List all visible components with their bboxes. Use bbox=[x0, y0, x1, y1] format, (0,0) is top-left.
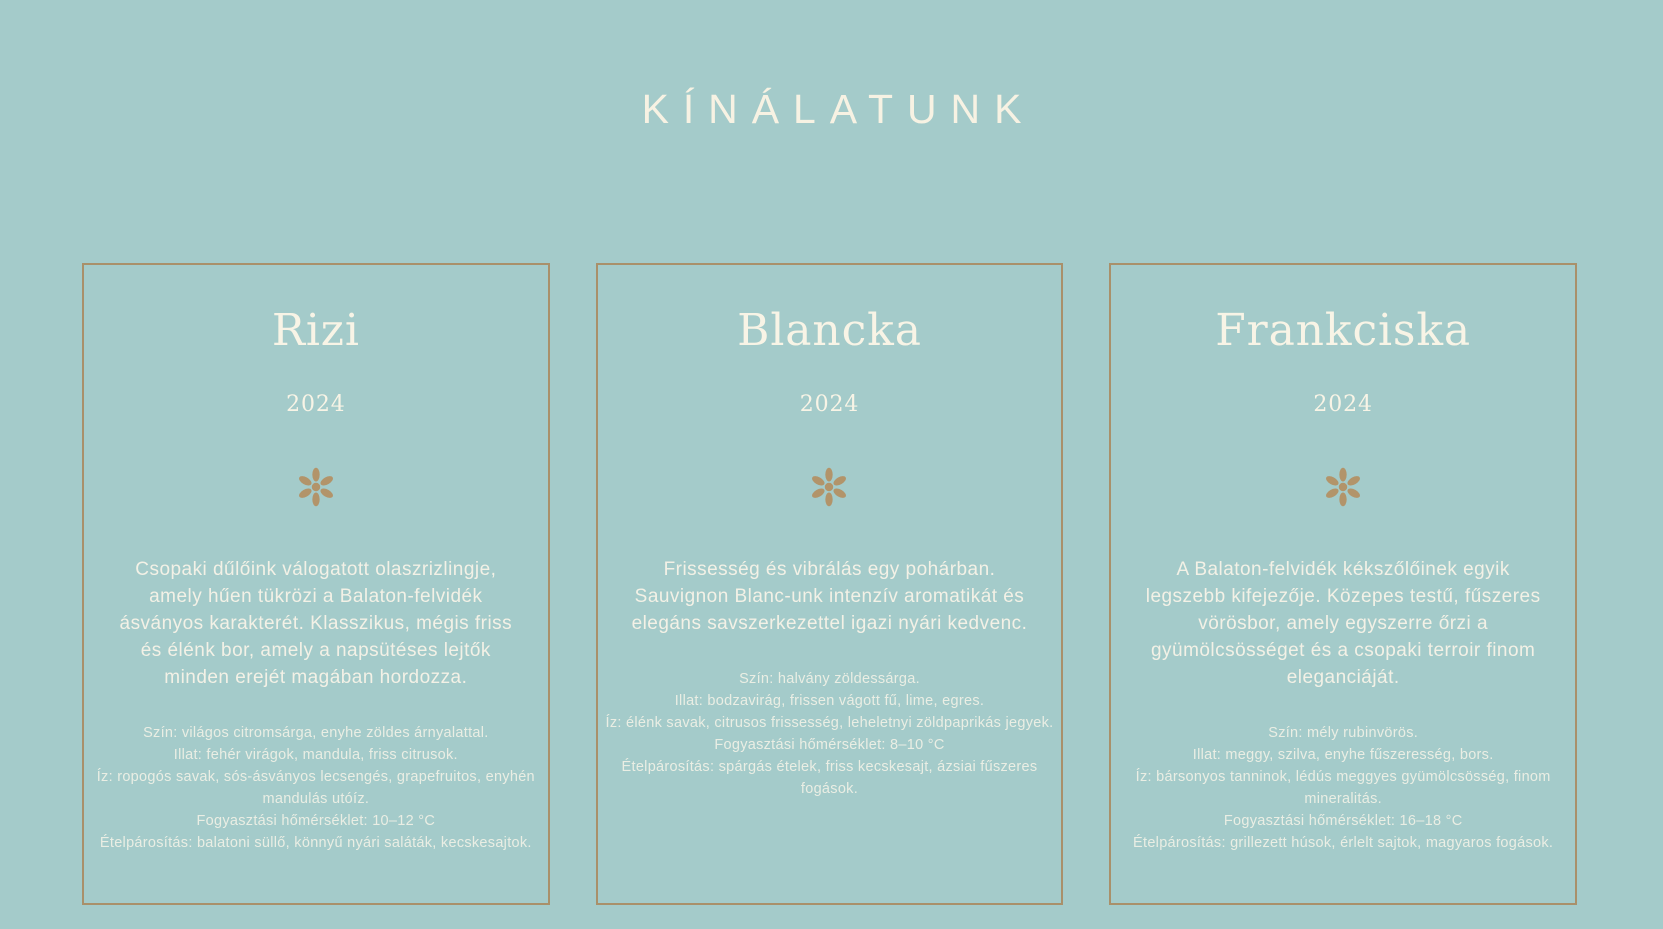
flower-icon bbox=[598, 465, 1062, 509]
wine-card-rizi bbox=[82, 263, 550, 905]
wine-name: Frankciska bbox=[1215, 305, 1472, 356]
wine-card-frankciska bbox=[1109, 263, 1577, 905]
wine-description: Frissesség és vibrálás egy pohárban. Sauvignon Blanc-unk intenzív aromatikát és elegáns savszerkezettel igazi nyári kedvenc. bbox=[631, 558, 1028, 634]
wine-name: Blancka bbox=[737, 305, 922, 356]
detail-taste: Íz: bársonyos tanninok, lédús meggyes gyümölcsösség, finom mineralitás. bbox=[1135, 768, 1551, 807]
detail-serving-temp: Fogyasztási hőmérséklet: 8–10 °C bbox=[714, 736, 945, 753]
wine-card-blancka bbox=[596, 263, 1064, 905]
wine-detail-list bbox=[1119, 722, 1567, 854]
wine-detail-list bbox=[92, 722, 540, 854]
wine-vintage: 2024 bbox=[286, 391, 346, 417]
detail-color: Szín: mély rubinvörös. bbox=[1268, 724, 1419, 741]
detail-aroma: Illat: fehér virágok, mandula, friss citrusok. bbox=[173, 746, 458, 763]
wine-description: A Balaton-felvidék kékszőlőinek egyik legszebb kifejezője. Közepes testű, fűszeres vörösbor, amely egyszerre őrzi a gyümölcsösséget és a csopaki terroir finom eleganciáját. bbox=[1145, 558, 1541, 688]
wine-vintage: 2024 bbox=[1313, 391, 1373, 417]
flower-icon bbox=[1111, 465, 1575, 509]
detail-serving-temp: Fogyasztási hőmérséklet: 10–12 °C bbox=[196, 812, 436, 829]
detail-taste: Íz: ropogós savak, sós-ásványos lecsengés, grapefruitos, enyhén mandulás utóíz. bbox=[96, 768, 535, 807]
flower-icon bbox=[84, 465, 548, 509]
page-title: KÍNÁLATUNK bbox=[641, 86, 1036, 132]
wine-description: Csopaki dűlőink válogatott olaszrizlingje, amely hűen tükrözi a Balaton-felvidék ásványos karakterét. Klasszikus, mégis friss és élénk bor, amely a napsütéses lejtők minden erejét magában hordozza. bbox=[119, 558, 513, 688]
wine-detail-list bbox=[605, 668, 1053, 800]
detail-taste: Íz: élénk savak, citrusos frissesség, leheletnyi zöldpaprikás jegyek. bbox=[605, 714, 1054, 731]
detail-color: Szín: halvány zöldessárga. bbox=[739, 670, 920, 687]
detail-food-pairing: Ételpárosítás: grillezett húsok, érlelt sajtok, magyaros fogások. bbox=[1133, 834, 1554, 851]
detail-aroma: Illat: bodzavirág, frissen vágott fű, lime, egres. bbox=[674, 692, 985, 709]
wine-name: Rizi bbox=[271, 305, 360, 356]
detail-color: Szín: világos citromsárga, enyhe zöldes árnyalattal. bbox=[143, 724, 489, 741]
detail-food-pairing: Ételpárosítás: balatoni süllő, könnyű nyári saláták, kecskesajtok. bbox=[99, 834, 532, 851]
wine-vintage: 2024 bbox=[799, 391, 860, 417]
detail-aroma: Illat: meggy, szilva, enyhe fűszeresség, bors. bbox=[1192, 746, 1494, 763]
detail-serving-temp: Fogyasztási hőmérséklet: 16–18 °C bbox=[1223, 812, 1463, 829]
detail-food-pairing: Ételpárosítás: spárgás ételek, friss kecskesajt, ázsiai fűszeres fogások. bbox=[621, 758, 1038, 797]
wine-card-list bbox=[82, 263, 1577, 905]
